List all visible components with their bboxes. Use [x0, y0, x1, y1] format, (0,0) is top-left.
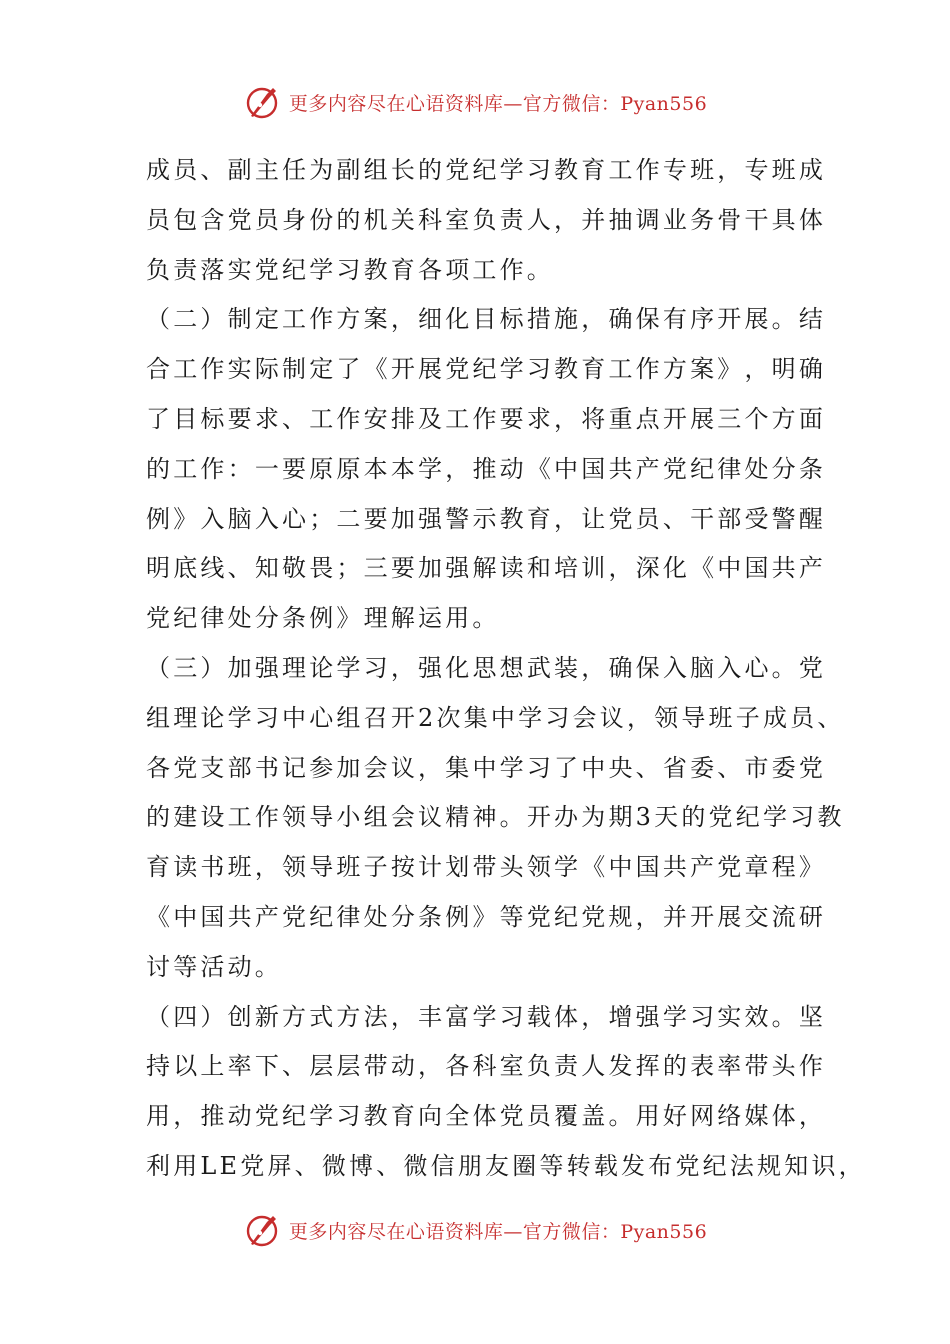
text-line: 成 员 、 副 主 任 为 副 组 长 的 党 纪 学 习 教 育 工 作 专 班 ， 专 班 成 [146, 156, 827, 184]
header-banner [0, 80, 950, 124]
text-line: 明 底 线 、 知 敬 畏 ； 三 要 加 强 解 读 和 培 训 ， 深 化 《 中 国 共 产 [146, 554, 827, 583]
text-line: 利用LE党屏、微博、微信朋友圈等转载发布党纪法规知识， [146, 1151, 866, 1180]
footer-banner [0, 1208, 950, 1252]
text-line: 讨等活动。 [146, 952, 282, 981]
document-body [146, 146, 866, 1192]
pen-nib-logo-icon [243, 82, 283, 122]
text-line: 的 建 设 工 作 领 导 小 组 会 议 精 神 。 开 办 为 期 3 天 的 党 纪 学 习 教 [146, 803, 845, 832]
text-line: 合 工 作 实 际 制 定 了 《 开 展 党 纪 学 习 教 育 工 作 方 案 》 ， 明 确 [146, 355, 827, 384]
text-line: 组 理 论 学 习 中 心 组 召 开 2 次 集 中 学 习 会 议 ， 领 导 班 子 成 员 、 [146, 703, 845, 732]
text-line: （ 四 ） 创 新 方 式 方 法 ， 丰 富 学 习 载 体 ， 增 强 学 习 实 效 。 坚 [146, 1002, 827, 1031]
paragraph [146, 993, 866, 1192]
text-line: 《 中 国 共 产 党 纪 律 处 分 条 例 》 等 党 纪 党 规 ， 并 开 展 交 流 研 [146, 902, 827, 931]
paragraph [146, 146, 827, 295]
text-line: 例 》 入 脑 入 心 ； 二 要 加 强 警 示 教 育 ， 让 党 员 、 干 部 受 警 醒 [146, 504, 827, 533]
banner-text: 更多内容尽在心语资料库—官方微信：Pyan556 [288, 1220, 708, 1243]
text-line: 的 工 作 ： 一 要 原 原 本 本 学 ， 推 动 《 中 国 共 产 党 纪 律 处 分 条 [146, 454, 827, 483]
text-line: 各 党 支 部 书 记 参 加 会 议 ， 集 中 学 习 了 中 央 、 省 委 、 市 委 党 [146, 753, 827, 782]
text-line: （ 二 ） 制 定 工 作 方 案 ， 细 化 目 标 措 施 ， 确 保 有 序 开 展 。 结 [146, 305, 827, 334]
text-line: 负责落实党纪学习教育各项工作。 [146, 255, 554, 284]
paragraph [146, 644, 845, 993]
text-line: 持 以 上 率 下 、 层 层 带 动 ， 各 科 室 负 责 人 发 挥 的 表 率 带 头 作 [146, 1052, 827, 1081]
text-line: （ 三 ） 加 强 理 论 学 习 ， 强 化 思 想 武 装 ， 确 保 入 脑 入 心 。 党 [146, 653, 827, 682]
text-line: 党纪律处分条例》理解运用。 [146, 604, 500, 633]
text-line: 用 ， 推 动 党 纪 学 习 教 育 向 全 体 党 员 覆 盖 。 用 好 网 络 媒 体 ， [146, 1102, 827, 1131]
banner-text: 更多内容尽在心语资料库—官方微信：Pyan556 [288, 92, 708, 115]
text-line: 了 目 标 要 求 、 工 作 安 排 及 工 作 要 求 ， 将 重 点 开 展 三 个 方 面 [146, 404, 827, 433]
text-line: 员 包 含 党 员 身 份 的 机 关 科 室 负 责 人 ， 并 抽 调 业 务 骨 干 具 体 [146, 205, 827, 234]
pen-nib-logo-icon [243, 1210, 283, 1250]
text-line: 育 读 书 班 ， 领 导 班 子 按 计 划 带 头 领 学 《 中 国 共 产 党 章 程 》 [146, 853, 827, 882]
paragraph [146, 295, 827, 644]
